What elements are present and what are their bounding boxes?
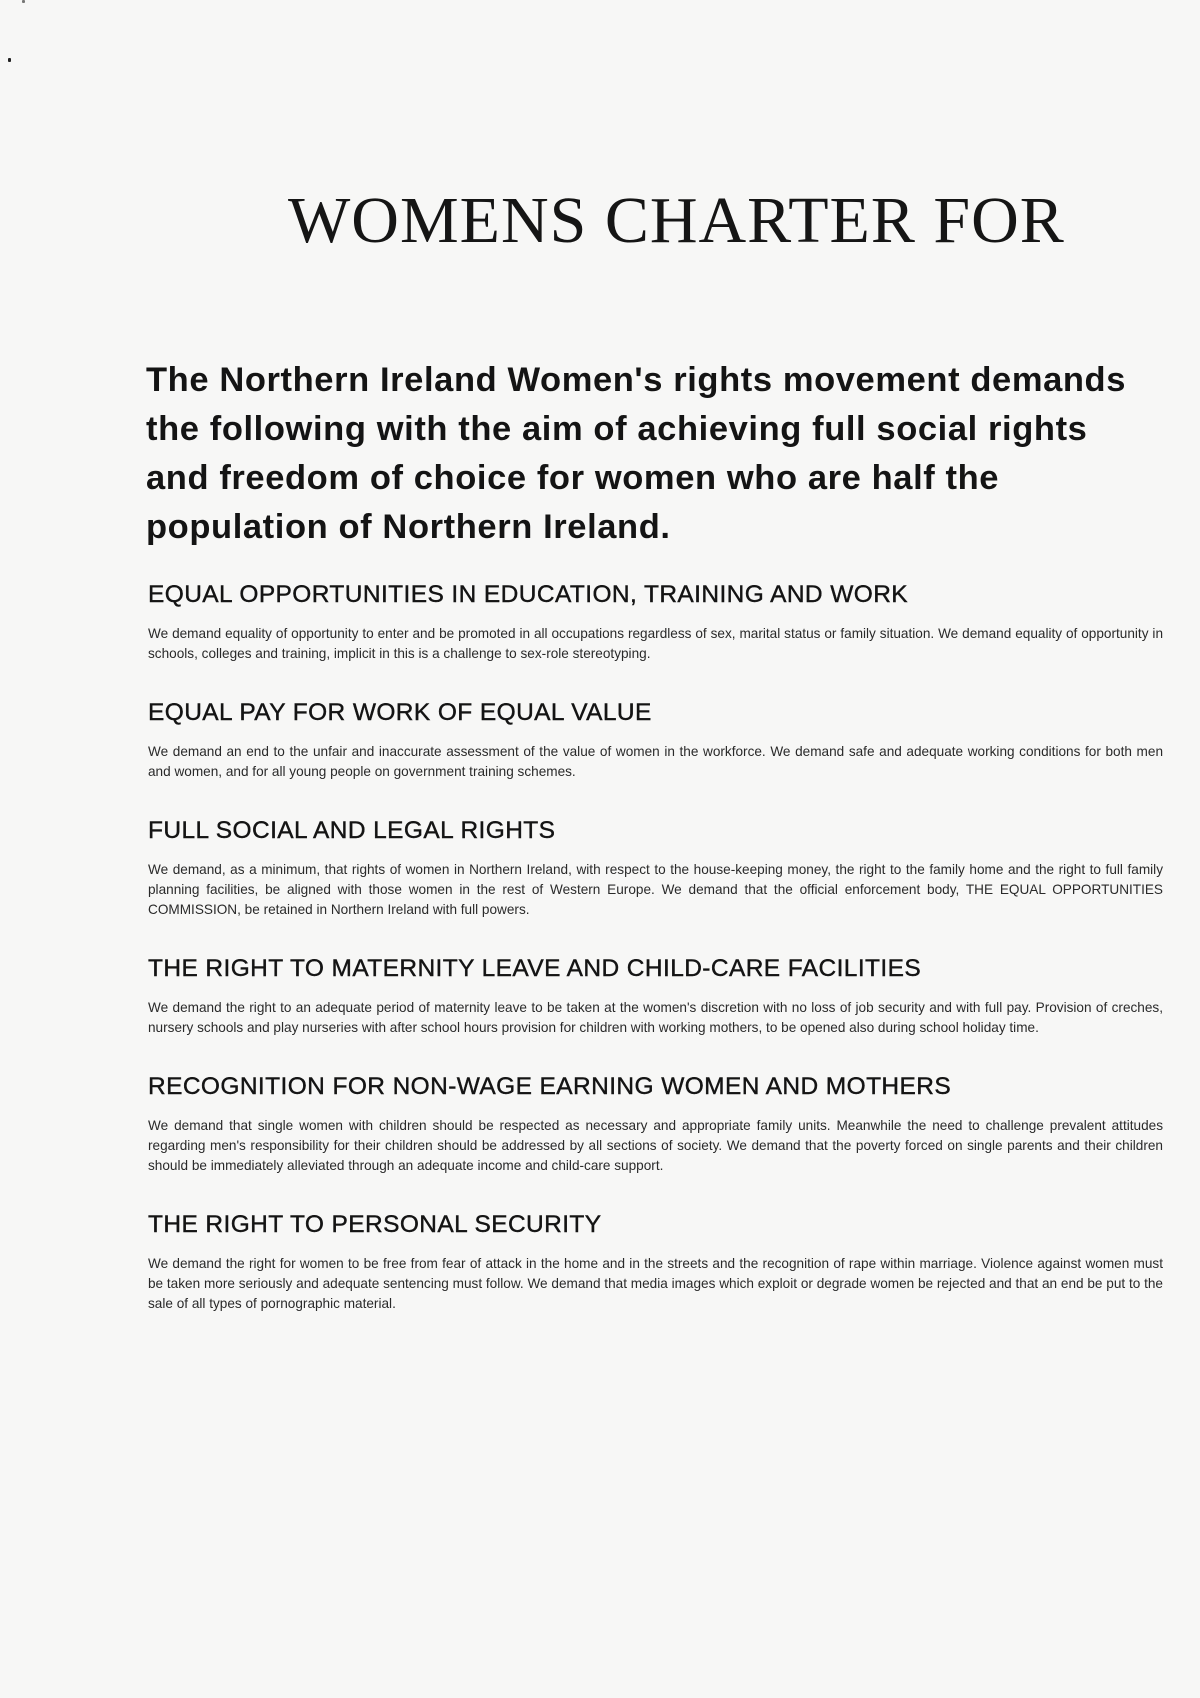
section-body: We demand an end to the unfair and inaccurate assessment of the value of women in the workforce. We demand safe and adequate working conditions for both men and women, and for all young people on government training schemes.	[148, 744, 1163, 779]
section-body: We demand the right to an adequate period of maternity leave to be taken at the women's discretion with no loss of job security and with full pay. Provision of creches, nursery schools and play nurseries with after school hours provision for children with working mothers, to be opened also during school holiday time.	[148, 1000, 1163, 1035]
scan-speck	[22, 0, 25, 3]
section-heading: RECOGNITION FOR NON-WAGE EARNING WOMEN AND MOTHERS	[148, 1073, 952, 1100]
section-heading: EQUAL OPPORTUNITIES IN EDUCATION, TRAINING AND WORK	[148, 581, 909, 608]
section-non-wage-earning	[148, 1072, 1163, 1176]
section-maternity-childcare	[148, 954, 1163, 1038]
section-personal-security	[148, 1210, 1163, 1314]
section-equal-opportunities	[148, 580, 1163, 664]
section-heading: EQUAL PAY FOR WORK OF EQUAL VALUE	[148, 699, 652, 726]
section-social-legal-rights	[148, 816, 1163, 920]
section-heading: FULL SOCIAL AND LEGAL RIGHTS	[148, 817, 556, 844]
section-heading: THE RIGHT TO PERSONAL SECURITY	[148, 1211, 602, 1238]
section-equal-pay	[148, 698, 1163, 782]
section-body: We demand, as a minimum, that rights of women in Northern Ireland, with respect to the house-keeping money, the right to the family home and the right to full family planning facilities, be aligned with those women in the rest of Western Europe. We demand that the official enforcement body, THE EQUAL OPPORTUNITIES COMMISSION, be retained in Northern Ireland with full powers.	[148, 862, 1163, 917]
section-body: We demand the right for women to be free from fear of attack in the home and in the streets and the recognition of rape within marriage. Violence against women must be taken more seriously and adequate sentencing must follow. We demand that media images which exploit or degrade women be rejected and that an end be put to the sale of all types of pornographic material.	[148, 1256, 1163, 1311]
intro-statement: The Northern Ireland Women's rights movement demands the following with the aim of achieving full social rights and freedom of choice for women who are half the population of Northern Ireland.	[146, 361, 1127, 546]
scan-speck	[8, 58, 11, 62]
charter-sections	[148, 580, 1163, 1348]
section-body: We demand equality of opportunity to enter and be promoted in all occupations regardless of sex, marital status or family situation. We demand equality of opportunity in schools, colleges and training, implicit in this is a challenge to sex-role stereotyping.	[148, 626, 1163, 661]
section-body: We demand that single women with children should be respected as necessary and appropriate family units. Meanwhile the need to challenge prevalent attitudes regarding men's responsibility for their children should be addressed by all sections of society. We demand that the poverty forced on single parents and their children should be immediately alleviated through an adequate income and child-care support.	[148, 1118, 1163, 1173]
document-title: WOMENS CHARTER FOR	[288, 184, 1065, 257]
section-heading: THE RIGHT TO MATERNITY LEAVE AND CHILD-CARE FACILITIES	[148, 955, 922, 982]
